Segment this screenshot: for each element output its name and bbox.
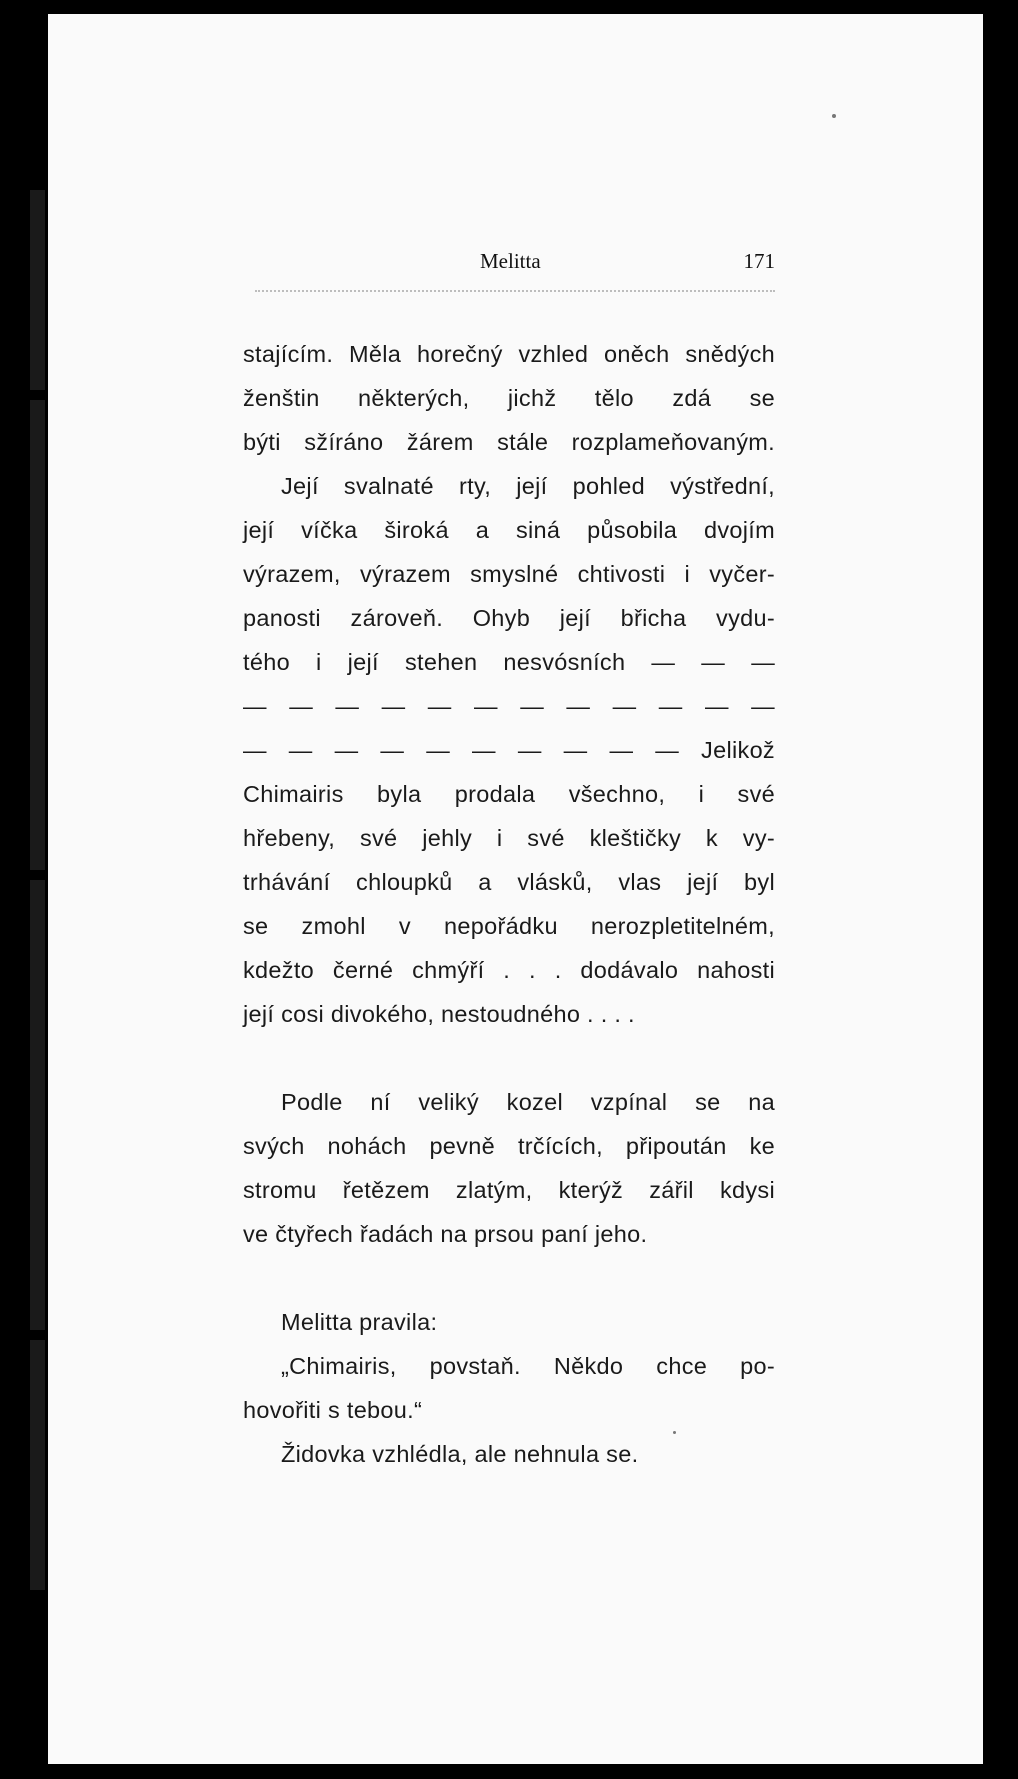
running-title: Melitta bbox=[480, 249, 541, 273]
paragraph-1 bbox=[243, 332, 775, 1036]
text-line: kdežto černé chmýří . . . dodávalo nahosti bbox=[243, 957, 775, 983]
text-line: Melitta pravila: bbox=[281, 1309, 438, 1335]
paragraph-gap bbox=[243, 1036, 775, 1080]
text-line: ve čtyřech řadách na prsou paní jeho. bbox=[243, 1221, 648, 1247]
dash-line: — — — — — — — — — — — — bbox=[243, 693, 775, 719]
text-line: Židovka vzhlédla, ale nehnula se. bbox=[281, 1441, 639, 1467]
spine-notch bbox=[24, 390, 46, 400]
page-number: 171 bbox=[743, 249, 775, 273]
dust-speck bbox=[832, 114, 836, 118]
spine-notch bbox=[24, 1650, 46, 1660]
text-line: hovořiti s tebou.“ bbox=[243, 1397, 423, 1423]
text-line: tého i její stehen nesvósních — — — bbox=[243, 649, 775, 675]
text-line: Podle ní veliký kozel vzpínal se na bbox=[281, 1089, 775, 1115]
text-line: Chimairis byla prodala všechno, i své bbox=[243, 781, 775, 807]
text-line: její cosi divokého, nestoudného . . . . bbox=[243, 1001, 635, 1027]
header-rule bbox=[255, 290, 775, 292]
scan-border-right bbox=[983, 0, 1018, 1779]
paragraph-gap bbox=[243, 1256, 775, 1300]
dust-speck bbox=[673, 1431, 676, 1434]
paragraph-2 bbox=[243, 1080, 775, 1256]
text-line: stajícím. Měla horečný vzhled oněch snědých bbox=[243, 341, 775, 367]
text-line: svých nohách pevně trčících, připoután ke bbox=[243, 1133, 775, 1159]
paragraph-3 bbox=[243, 1300, 775, 1476]
text-line: býti sžíráno žárem stále rozplameňovaným. bbox=[243, 429, 775, 455]
spine-notch bbox=[24, 870, 46, 880]
text-line: výrazem, výrazem smyslné chtivosti i vyčer- bbox=[243, 561, 775, 587]
text-line: trhávání chloupků a vlásků, vlas její byl bbox=[243, 869, 775, 895]
book-spine-edge bbox=[30, 190, 45, 1590]
text-line: „Chimairis, povstaň. Někdo chce po- bbox=[281, 1353, 775, 1379]
text-line: stromu řetězem zlatým, kterýž zářil kdysi bbox=[243, 1177, 775, 1203]
dash-line: — — — — — — — — — — Jelikož bbox=[243, 737, 775, 763]
text-line: panosti zároveň. Ohyb její břicha vydu- bbox=[243, 605, 775, 631]
text-line: ženštin některých, jichž tělo zdá se bbox=[243, 385, 775, 411]
running-header bbox=[245, 245, 775, 285]
text-line: Její svalnaté rty, její pohled výstřední, bbox=[281, 473, 775, 499]
text-line: hřebeny, své jehly i své kleštičky k vy- bbox=[243, 825, 775, 851]
text-line: se zmohl v nepořádku nerozpletitelném, bbox=[243, 913, 775, 939]
spine-notch bbox=[24, 1330, 46, 1340]
text-line: její víčka široká a siná působila dvojím bbox=[243, 517, 775, 543]
page-text bbox=[243, 332, 775, 1476]
